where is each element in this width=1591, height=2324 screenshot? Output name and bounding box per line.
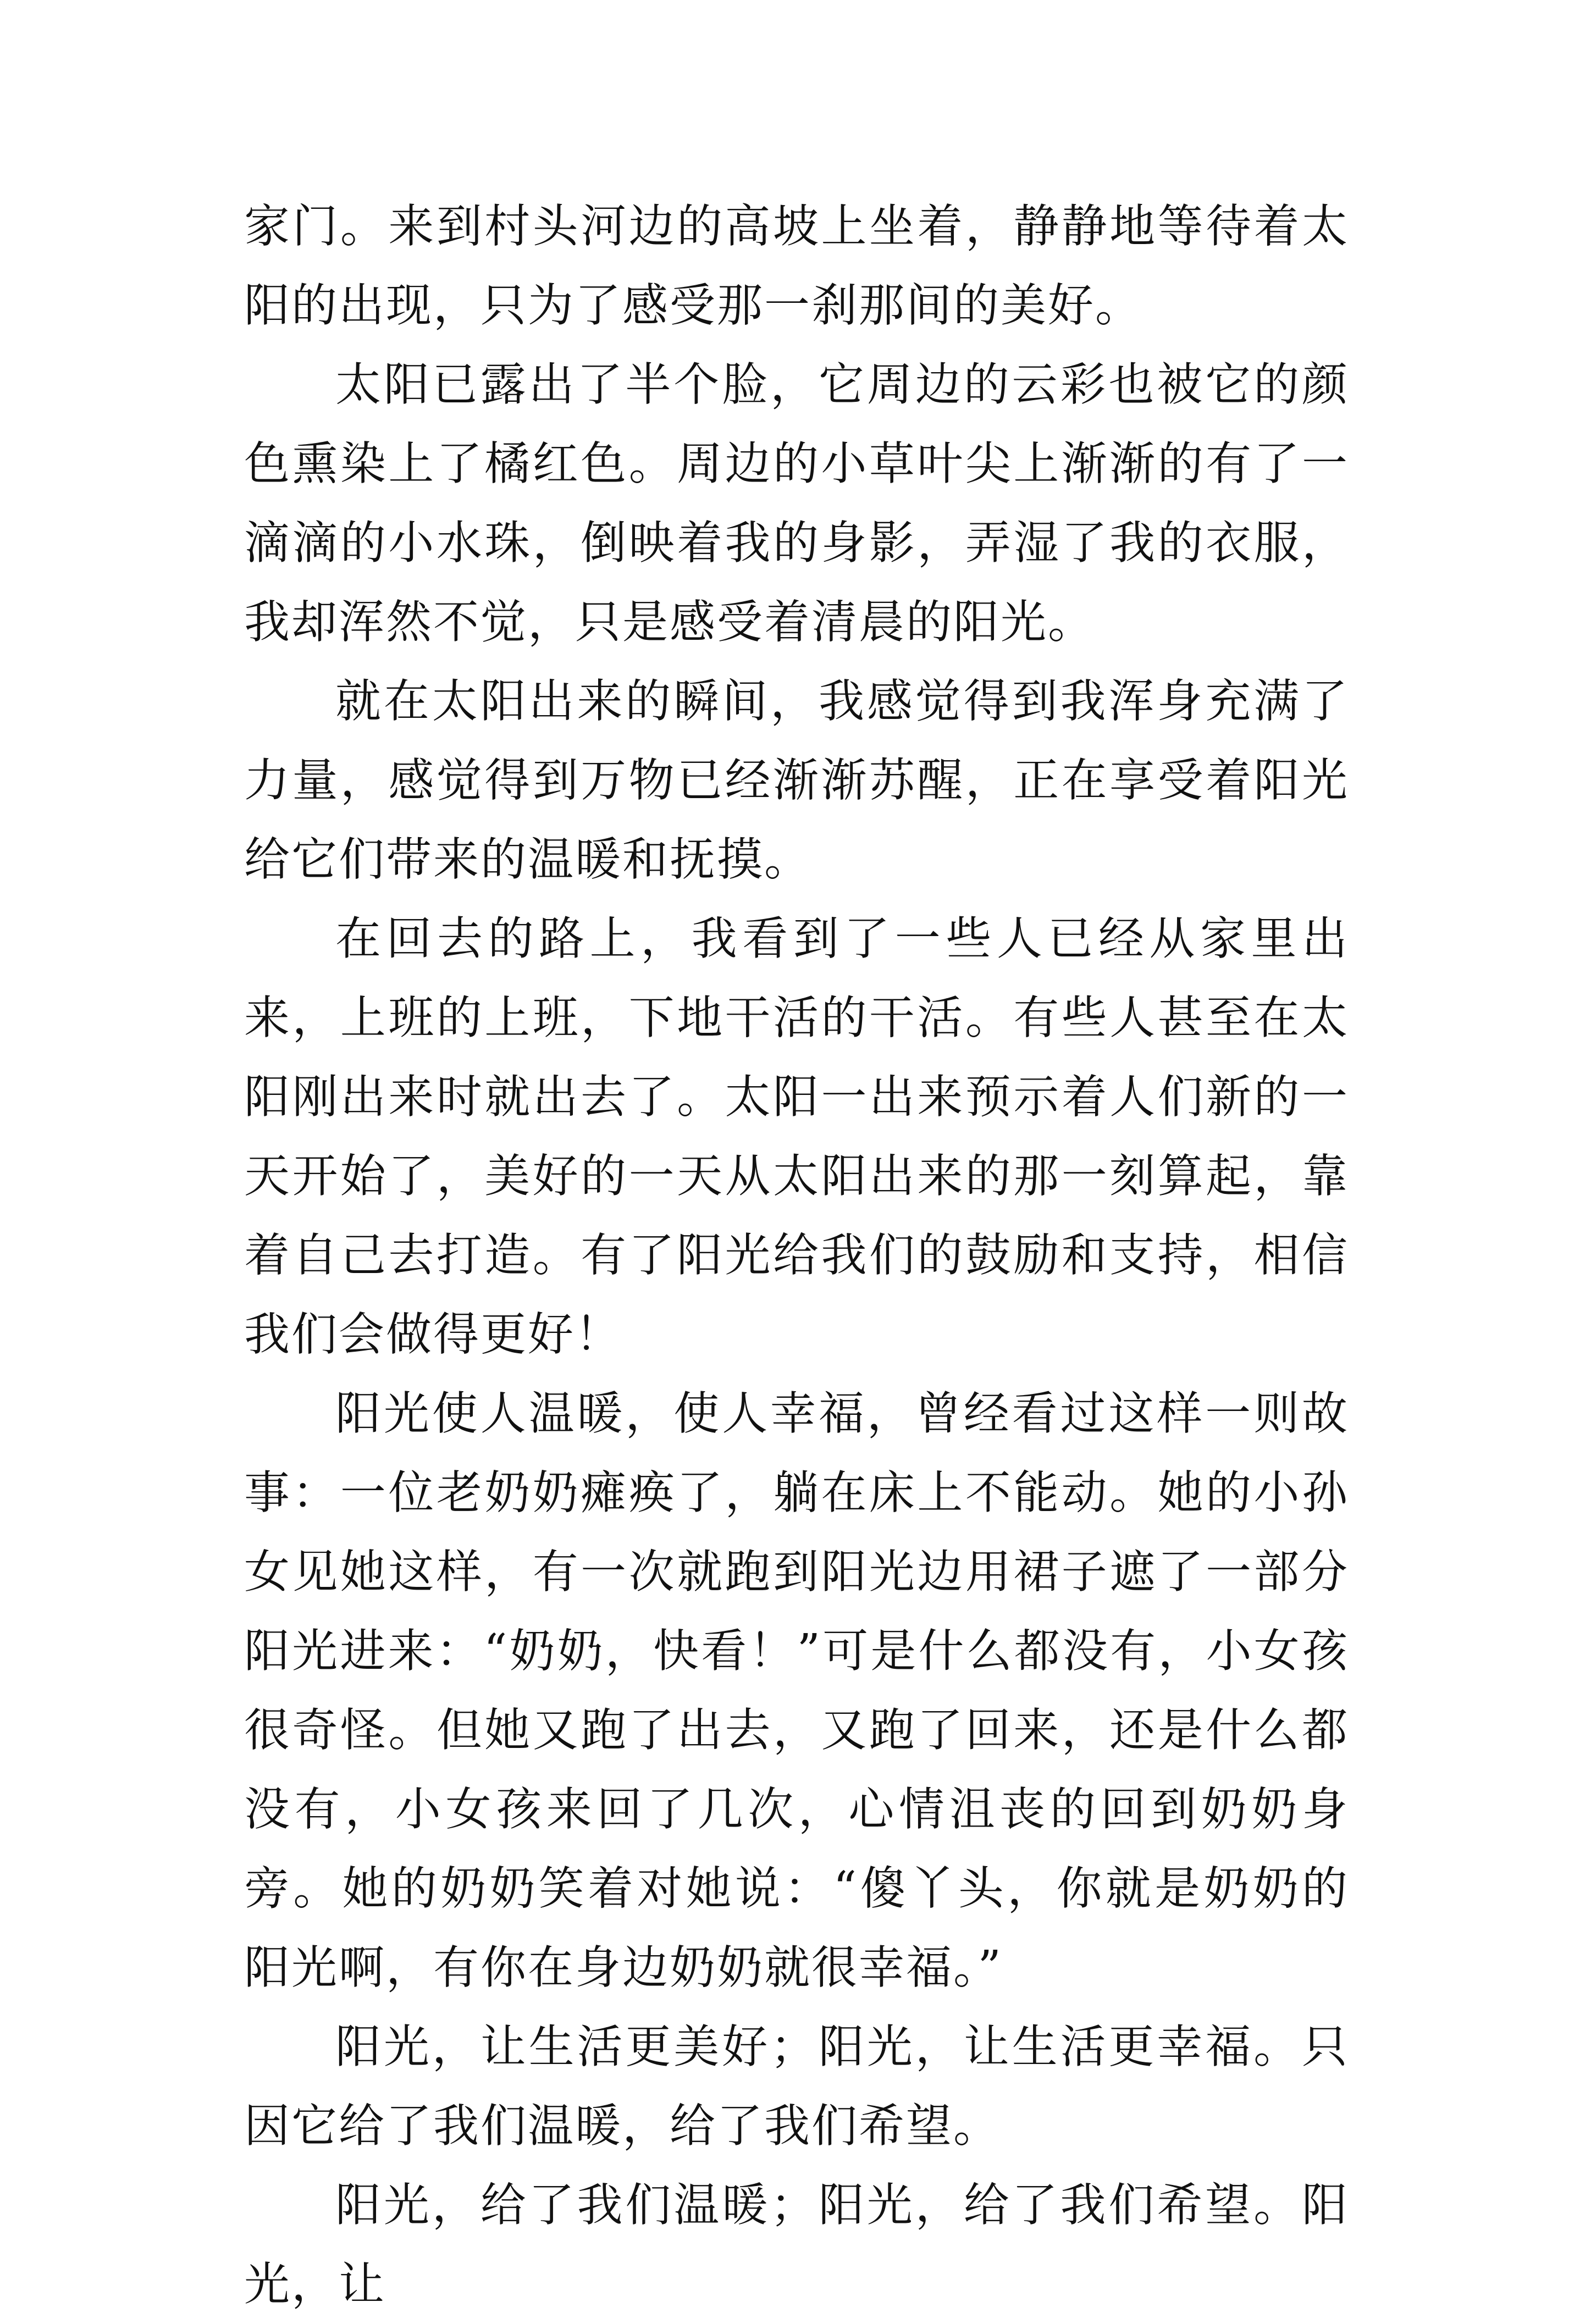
paragraph-6: 阳光，让生活更美好；阳光，让生活更幸福。只因它给了我们温暖，给了我们希望。: [244, 2020, 1349, 2153]
paragraph-4: 在回去的路上，我看到了一些人已经从家里出来，上班的上班，下地干活的干活。有些人甚至在太阳刚出来时就出去了。太阳一出来预示着人们新的一天开始了，美好的一天从太阳出来的那一刻算起，靠着自己去打造。有了阳光给我们的鼓励和支持，相信我们会做得更好！: [244, 912, 1349, 1361]
paragraph-5: 阳光使人温暖，使人幸福，曾经看过这样一则故事：一位老奶奶瘫痪了，躺在床上不能动。她的小孙女见她这样，有一次就跑到阳光边用裙子遮了一部分阳光进来：“奶奶，快看！”可是什么都没有，小女孩很奇怪。但她又跑了出去，又跑了回来，还是什么都没有，小女孩来回了几次，心情沮丧的回到奶奶身旁。她的奶奶笑着对她说：“傻丫头，你就是奶奶的阳光啊，有你在身边奶奶就很幸福。”: [244, 1387, 1349, 1994]
paragraph-1: 家门。来到村头河边的高坡上坐着，静静地等待着太阳的出现，只为了感受那一刹那间的美好。: [244, 200, 1349, 332]
paragraph-2: 太阳已露出了半个脸，它周边的云彩也被它的颜色熏染上了橘红色。周边的小草叶尖上渐渐的有了一滴滴的小水珠，倒映着我的身影，弄湿了我的衣服，我却浑然不觉，只是感受着清晨的阳光。: [244, 358, 1349, 649]
body-text: [244, 187, 1349, 2324]
paragraph-3: 就在太阳出来的瞬间，我感觉得到我浑身充满了力量，感觉得到万物已经渐渐苏醒，正在享受着阳光给它们带来的温暖和抚摸。: [244, 674, 1349, 886]
paragraph-7: 阳光，给了我们温暖；阳光，给了我们希望。阳光，让: [244, 2178, 1349, 2311]
